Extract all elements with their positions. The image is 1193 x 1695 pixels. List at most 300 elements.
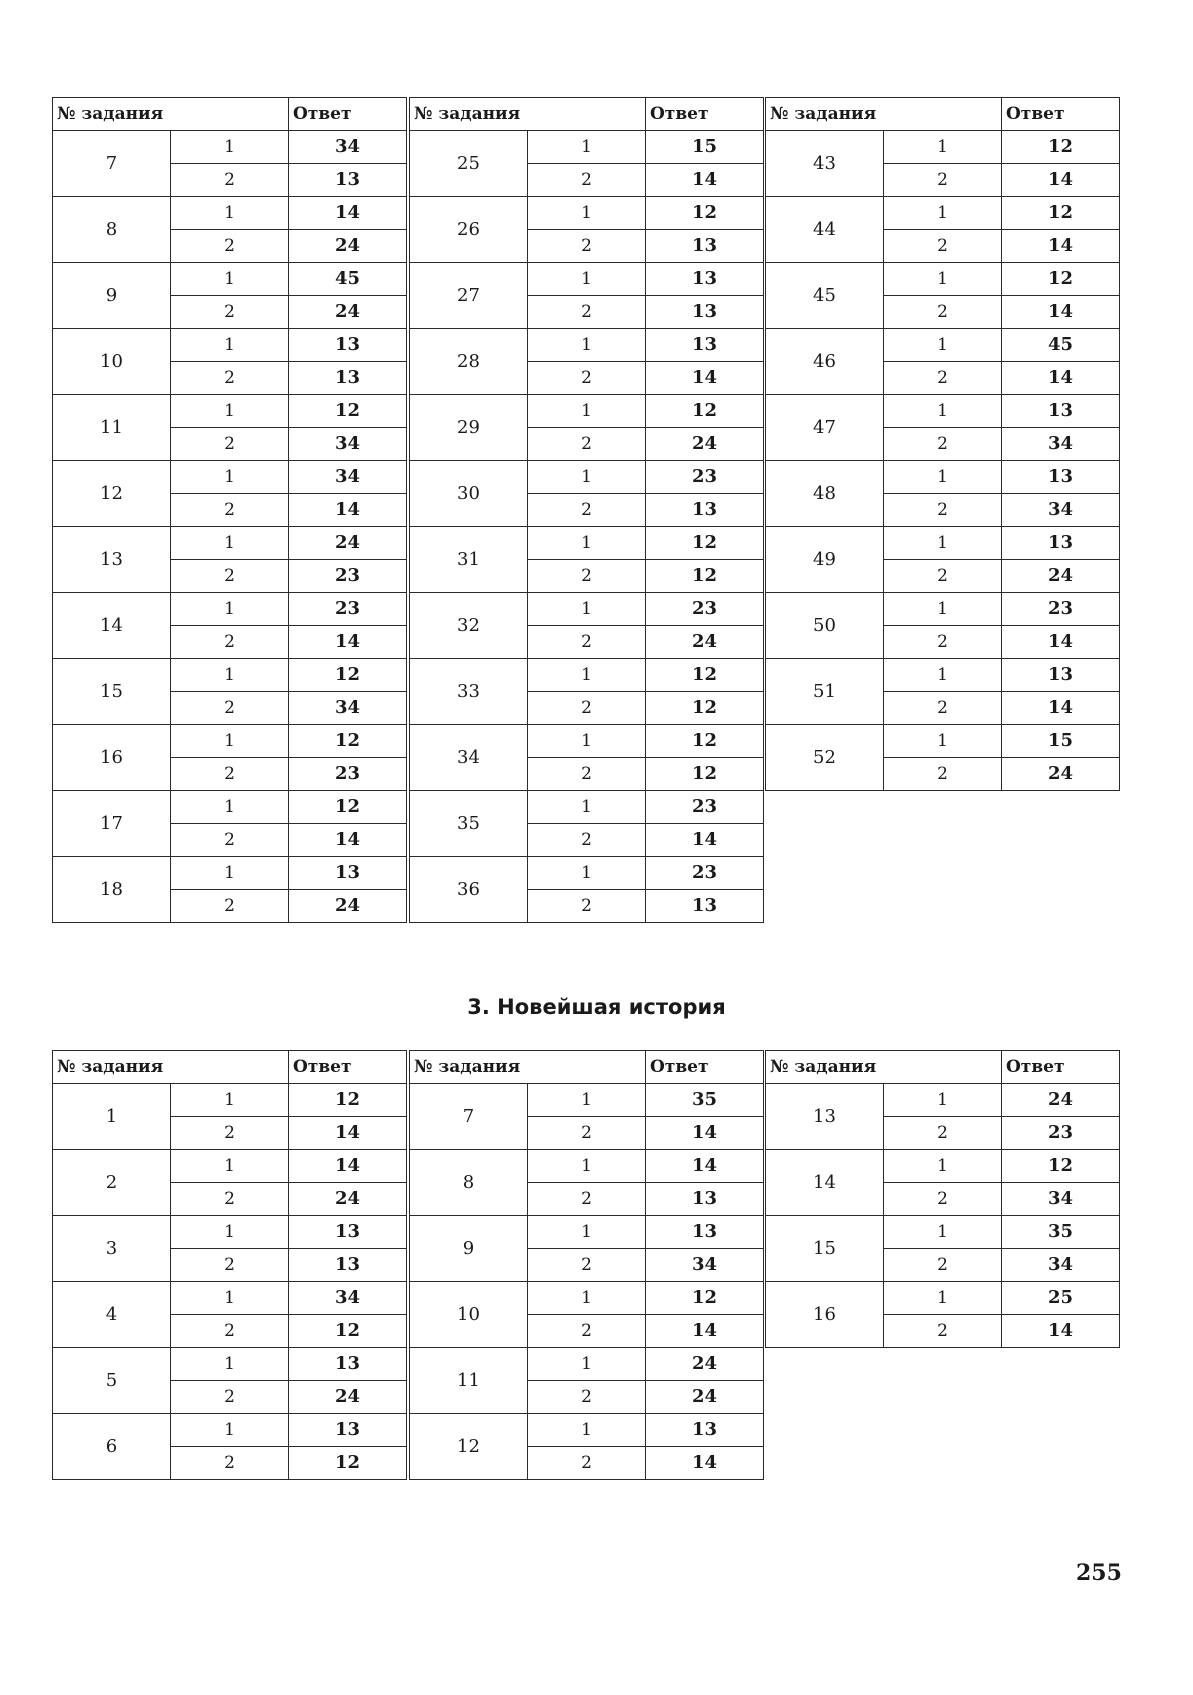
table-row (53, 395, 407, 428)
task-number: 18 (53, 857, 171, 923)
table-row (410, 329, 764, 362)
table-row (410, 1282, 764, 1315)
subtask-number: 2 (884, 362, 1002, 395)
answer-value: 34 (1002, 1249, 1120, 1282)
task-number: 13 (766, 1084, 884, 1150)
answer-value: 13 (289, 362, 407, 395)
subtask-number: 1 (171, 395, 289, 428)
subtask-number: 1 (884, 593, 1002, 626)
task-number: 17 (53, 791, 171, 857)
task-number: 13 (53, 527, 171, 593)
table-header-row (410, 98, 764, 131)
header-answer: Ответ (1002, 1051, 1120, 1084)
subtask-number: 1 (884, 1084, 1002, 1117)
subtask-number: 2 (884, 560, 1002, 593)
table-row (53, 329, 407, 362)
answer-value: 23 (289, 593, 407, 626)
subtask-number: 2 (528, 560, 646, 593)
table-header-row (766, 1051, 1120, 1084)
subtask-number: 2 (528, 692, 646, 725)
table-row (53, 857, 407, 890)
table-row (53, 1216, 407, 1249)
subtask-number: 1 (528, 527, 646, 560)
subtask-number: 2 (171, 626, 289, 659)
task-number: 36 (410, 857, 528, 923)
subtask-number: 1 (528, 593, 646, 626)
header-task: № задания (410, 98, 646, 131)
table-row (410, 197, 764, 230)
table-row (410, 1084, 764, 1117)
task-number: 35 (410, 791, 528, 857)
answer-value: 14 (289, 197, 407, 230)
answer-value: 14 (646, 824, 764, 857)
subtask-number: 1 (528, 1084, 646, 1117)
subtask-number: 1 (528, 725, 646, 758)
subtask-number: 2 (528, 1183, 646, 1216)
answer-value: 15 (646, 131, 764, 164)
table-row (410, 1216, 764, 1249)
subtask-number: 2 (528, 824, 646, 857)
subtask-number: 2 (528, 230, 646, 263)
task-number: 15 (766, 1216, 884, 1282)
answer-value: 14 (646, 1315, 764, 1348)
answer-value: 24 (1002, 560, 1120, 593)
answer-value: 13 (289, 1249, 407, 1282)
answer-value: 34 (646, 1249, 764, 1282)
subtask-number: 1 (171, 1282, 289, 1315)
subtask-number: 1 (171, 197, 289, 230)
table-row (53, 1348, 407, 1381)
table-row (410, 1150, 764, 1183)
subtask-number: 1 (171, 857, 289, 890)
subtask-number: 1 (528, 263, 646, 296)
answer-value: 13 (646, 1414, 764, 1447)
answer-value: 14 (289, 494, 407, 527)
answer-value: 45 (289, 263, 407, 296)
table-header-row (410, 1051, 764, 1084)
subtask-number: 2 (528, 626, 646, 659)
subtask-number: 2 (528, 1249, 646, 1282)
answer-value: 13 (289, 329, 407, 362)
subtask-number: 2 (171, 428, 289, 461)
task-number: 9 (53, 263, 171, 329)
task-number: 16 (53, 725, 171, 791)
subtask-number: 2 (171, 1381, 289, 1414)
task-number: 50 (766, 593, 884, 659)
table-row (766, 1216, 1120, 1249)
subtask-number: 1 (528, 1414, 646, 1447)
answer-value: 12 (646, 659, 764, 692)
subtask-number: 2 (528, 1381, 646, 1414)
subtask-number: 1 (171, 527, 289, 560)
table-row (766, 659, 1120, 692)
answer-value: 12 (289, 1315, 407, 1348)
table-row (766, 197, 1120, 230)
subtask-number: 1 (528, 1150, 646, 1183)
subtask-number: 1 (884, 659, 1002, 692)
answer-value: 13 (1002, 395, 1120, 428)
table-header-row (53, 1051, 407, 1084)
table-row (410, 659, 764, 692)
answer-value: 12 (1002, 131, 1120, 164)
subtask-number: 2 (884, 494, 1002, 527)
subtask-number: 2 (884, 296, 1002, 329)
task-number: 11 (53, 395, 171, 461)
answer-value: 24 (289, 1183, 407, 1216)
header-task: № задания (53, 1051, 289, 1084)
table-row (766, 263, 1120, 296)
table-row (766, 131, 1120, 164)
section-title: 3. Новейшая история (467, 995, 726, 1019)
page-number: 255 (1076, 1560, 1122, 1586)
subtask-number: 1 (884, 263, 1002, 296)
answer-value: 14 (289, 824, 407, 857)
task-number: 12 (410, 1414, 528, 1480)
task-number: 10 (53, 329, 171, 395)
answer-value: 24 (646, 1348, 764, 1381)
answer-value: 14 (646, 164, 764, 197)
answer-value: 12 (1002, 197, 1120, 230)
table-row (410, 791, 764, 824)
table-row (53, 725, 407, 758)
table-row (53, 1150, 407, 1183)
answer-value: 13 (646, 263, 764, 296)
header-answer: Ответ (1002, 98, 1120, 131)
task-number: 26 (410, 197, 528, 263)
table-row (53, 197, 407, 230)
table-row (410, 131, 764, 164)
table-row (766, 1282, 1120, 1315)
task-number: 51 (766, 659, 884, 725)
answer-value: 12 (289, 1447, 407, 1480)
answer-value: 13 (289, 164, 407, 197)
subtask-number: 1 (884, 1282, 1002, 1315)
subtask-number: 2 (884, 758, 1002, 791)
header-task: № задания (766, 98, 1002, 131)
header-task: № задания (53, 98, 289, 131)
task-number: 27 (410, 263, 528, 329)
table-row (53, 527, 407, 560)
subtask-number: 1 (528, 329, 646, 362)
answer-value: 12 (646, 758, 764, 791)
answer-value: 13 (289, 1414, 407, 1447)
task-number: 25 (410, 131, 528, 197)
answer-value: 35 (1002, 1216, 1120, 1249)
answer-value: 23 (289, 560, 407, 593)
table-row (766, 725, 1120, 758)
answer-value: 13 (289, 1348, 407, 1381)
table-row (53, 131, 407, 164)
answer-value: 14 (646, 362, 764, 395)
task-number: 8 (53, 197, 171, 263)
answer-value: 14 (646, 1150, 764, 1183)
subtask-number: 1 (884, 461, 1002, 494)
task-number: 5 (53, 1348, 171, 1414)
subtask-number: 1 (171, 791, 289, 824)
answer-value: 13 (646, 890, 764, 923)
table-row (53, 263, 407, 296)
subtask-number: 2 (171, 1315, 289, 1348)
task-number: 8 (410, 1150, 528, 1216)
task-number: 15 (53, 659, 171, 725)
subtask-number: 1 (884, 725, 1002, 758)
task-number: 2 (53, 1150, 171, 1216)
answer-value: 12 (646, 197, 764, 230)
answer-value: 25 (1002, 1282, 1120, 1315)
task-number: 14 (53, 593, 171, 659)
answer-value: 14 (1002, 164, 1120, 197)
subtask-number: 2 (171, 758, 289, 791)
answer-value: 14 (289, 626, 407, 659)
part1-answer-table (52, 97, 407, 923)
subtask-number: 1 (171, 131, 289, 164)
answer-value: 14 (1002, 692, 1120, 725)
subtask-number: 2 (528, 362, 646, 395)
table-row (766, 329, 1120, 362)
subtask-number: 1 (528, 659, 646, 692)
task-number: 10 (410, 1282, 528, 1348)
header-answer: Ответ (289, 1051, 407, 1084)
subtask-number: 2 (171, 692, 289, 725)
subtask-number: 1 (528, 1282, 646, 1315)
subtask-number: 2 (884, 230, 1002, 263)
table-row (53, 1084, 407, 1117)
table-row (410, 593, 764, 626)
subtask-number: 1 (171, 1084, 289, 1117)
answer-value: 13 (646, 494, 764, 527)
answer-value: 14 (289, 1150, 407, 1183)
answer-value: 12 (646, 725, 764, 758)
subtask-number: 2 (884, 428, 1002, 461)
subtask-number: 2 (171, 824, 289, 857)
subtask-number: 2 (171, 230, 289, 263)
answer-value: 24 (646, 626, 764, 659)
task-number: 3 (53, 1216, 171, 1282)
subtask-number: 2 (528, 164, 646, 197)
subtask-number: 2 (171, 494, 289, 527)
answer-value: 24 (646, 1381, 764, 1414)
task-number: 46 (766, 329, 884, 395)
answer-value: 24 (1002, 1084, 1120, 1117)
subtask-number: 2 (171, 1183, 289, 1216)
subtask-number: 1 (528, 791, 646, 824)
subtask-number: 1 (171, 461, 289, 494)
answer-value: 12 (646, 1282, 764, 1315)
answer-value: 13 (646, 230, 764, 263)
task-number: 33 (410, 659, 528, 725)
answer-value: 13 (1002, 527, 1120, 560)
answer-value: 12 (289, 1084, 407, 1117)
answer-value: 14 (1002, 296, 1120, 329)
answer-value: 13 (646, 329, 764, 362)
subtask-number: 2 (884, 626, 1002, 659)
table-row (410, 263, 764, 296)
subtask-number: 2 (528, 758, 646, 791)
subtask-number: 1 (171, 725, 289, 758)
subtask-number: 1 (171, 1414, 289, 1447)
answer-value: 23 (646, 461, 764, 494)
task-number: 1 (53, 1084, 171, 1150)
answer-value: 13 (1002, 461, 1120, 494)
answer-value: 34 (289, 461, 407, 494)
answer-value: 13 (289, 857, 407, 890)
task-number: 7 (410, 1084, 528, 1150)
part2-answer-table (765, 1050, 1120, 1348)
header-task: № задания (766, 1051, 1002, 1084)
task-number: 9 (410, 1216, 528, 1282)
answer-value: 14 (1002, 230, 1120, 263)
answer-value: 12 (289, 725, 407, 758)
subtask-number: 1 (528, 461, 646, 494)
task-number: 4 (53, 1282, 171, 1348)
subtask-number: 2 (171, 296, 289, 329)
subtask-number: 2 (171, 362, 289, 395)
table-header-row (766, 98, 1120, 131)
subtask-number: 1 (171, 263, 289, 296)
answer-value: 24 (289, 1381, 407, 1414)
answer-value: 24 (1002, 758, 1120, 791)
subtask-number: 1 (884, 1150, 1002, 1183)
table-row (766, 593, 1120, 626)
table-row (53, 1282, 407, 1315)
table-row (410, 1348, 764, 1381)
task-number: 44 (766, 197, 884, 263)
answer-value: 23 (1002, 593, 1120, 626)
subtask-number: 2 (528, 428, 646, 461)
table-row (53, 791, 407, 824)
subtask-number: 1 (528, 857, 646, 890)
task-number: 6 (53, 1414, 171, 1480)
table-row (410, 527, 764, 560)
task-number: 14 (766, 1150, 884, 1216)
answer-value: 24 (289, 230, 407, 263)
table-row (766, 527, 1120, 560)
answer-value: 14 (646, 1117, 764, 1150)
subtask-number: 2 (171, 1117, 289, 1150)
table-row (766, 1084, 1120, 1117)
answer-value: 12 (646, 395, 764, 428)
subtask-number: 2 (528, 296, 646, 329)
answer-value: 34 (289, 692, 407, 725)
task-number: 52 (766, 725, 884, 791)
subtask-number: 1 (884, 395, 1002, 428)
table-row (410, 395, 764, 428)
answer-value: 14 (289, 1117, 407, 1150)
subtask-number: 1 (171, 329, 289, 362)
task-number: 34 (410, 725, 528, 791)
subtask-number: 1 (884, 197, 1002, 230)
subtask-number: 1 (171, 1348, 289, 1381)
subtask-number: 2 (528, 890, 646, 923)
subtask-number: 2 (171, 164, 289, 197)
answer-value: 13 (289, 1216, 407, 1249)
subtask-number: 1 (528, 1348, 646, 1381)
answer-value: 34 (1002, 494, 1120, 527)
subtask-number: 1 (171, 593, 289, 626)
answer-value: 14 (646, 1447, 764, 1480)
answer-value: 13 (646, 296, 764, 329)
answer-value: 45 (1002, 329, 1120, 362)
header-answer: Ответ (646, 98, 764, 131)
answer-value: 12 (1002, 1150, 1120, 1183)
header-answer: Ответ (289, 98, 407, 131)
answer-value: 34 (289, 1282, 407, 1315)
answer-value: 34 (289, 131, 407, 164)
answer-value: 34 (1002, 428, 1120, 461)
answer-value: 12 (1002, 263, 1120, 296)
subtask-number: 1 (528, 1216, 646, 1249)
answer-value: 23 (1002, 1117, 1120, 1150)
subtask-number: 2 (528, 1447, 646, 1480)
subtask-number: 1 (528, 197, 646, 230)
answer-value: 14 (1002, 1315, 1120, 1348)
answer-value: 12 (646, 692, 764, 725)
answer-value: 23 (646, 791, 764, 824)
table-row (410, 1414, 764, 1447)
table-row (766, 1150, 1120, 1183)
task-number: 7 (53, 131, 171, 197)
subtask-number: 1 (884, 329, 1002, 362)
subtask-number: 1 (171, 659, 289, 692)
subtask-number: 2 (171, 890, 289, 923)
answer-value: 12 (289, 791, 407, 824)
answer-value: 13 (646, 1183, 764, 1216)
subtask-number: 1 (884, 1216, 1002, 1249)
subtask-number: 2 (884, 692, 1002, 725)
subtask-number: 2 (528, 1315, 646, 1348)
answer-value: 13 (646, 1216, 764, 1249)
table-row (53, 1414, 407, 1447)
subtask-number: 2 (884, 1249, 1002, 1282)
part1-answer-table (409, 97, 764, 923)
task-number: 43 (766, 131, 884, 197)
subtask-number: 1 (171, 1216, 289, 1249)
answer-value: 12 (646, 560, 764, 593)
task-number: 16 (766, 1282, 884, 1348)
answer-value: 23 (646, 857, 764, 890)
task-number: 47 (766, 395, 884, 461)
answer-value: 12 (289, 395, 407, 428)
table-row (53, 659, 407, 692)
subtask-number: 2 (884, 1183, 1002, 1216)
task-number: 48 (766, 461, 884, 527)
subtask-number: 2 (528, 494, 646, 527)
answer-value: 35 (646, 1084, 764, 1117)
part1-answer-table (765, 97, 1120, 791)
table-row (410, 461, 764, 494)
task-number: 12 (53, 461, 171, 527)
subtask-number: 2 (171, 560, 289, 593)
answer-value: 12 (646, 527, 764, 560)
subtask-number: 2 (528, 1117, 646, 1150)
table-row (766, 395, 1120, 428)
answer-value: 15 (1002, 725, 1120, 758)
table-row (53, 593, 407, 626)
task-number: 29 (410, 395, 528, 461)
subtask-number: 2 (884, 1315, 1002, 1348)
answer-value: 34 (1002, 1183, 1120, 1216)
subtask-number: 2 (884, 164, 1002, 197)
task-number: 11 (410, 1348, 528, 1414)
table-row (766, 461, 1120, 494)
answer-value: 34 (289, 428, 407, 461)
answer-value: 14 (1002, 362, 1120, 395)
answer-value: 23 (646, 593, 764, 626)
subtask-number: 1 (528, 131, 646, 164)
table-row (53, 461, 407, 494)
task-number: 30 (410, 461, 528, 527)
part2-answer-table (409, 1050, 764, 1480)
